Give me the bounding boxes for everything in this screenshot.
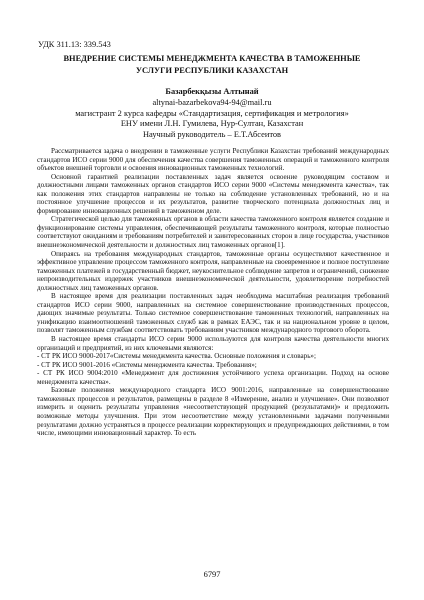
body-paragraph: Базовые положения международного стандарта ИСО 9001:2016, направленные на совершенствование таможенных процессов и результатов, размещены в разделе 8 «Измерение, анализ и улучшение». Они позволяют измерить и оценить результаты управления «несоответствующей продукцией (результатами)» и предложить возможные методы улучшения. При этом несоответствие между установленными задачами полученными результатами должно устраняться в процессе реализации корректирующих и предупреждающих действиями, в том числе, имеющими инновационный характер. То есть <box>37 386 389 438</box>
standard-list-item: - СТ РК ИСО 9000-2017«Системы менеджмента качества. Основные положения и словарь»; <box>37 352 316 361</box>
standard-list-item: - СТ РК ИСО 9004:2010 «Менеджмент для достижения устойчивого успеха организации. Подход на основе менеджмента качества». <box>37 369 389 386</box>
body-paragraph: Стратегической целью для таможенных органов в области качества таможенного контроля является создание и функционирование системы управления, обеспечивающей результаты таможенного контроля, которые полностью соответствуют ожиданиям и требованиям потребителей и заинтересованных сторон в лице государства, участников внешнеэкономической деятельности и должностных лиц таможенных органов[1]. <box>37 215 389 250</box>
author-email: altynai-bazarbekova94-94@mail.ru <box>152 97 272 107</box>
body-paragraph: Опираясь на требования международных стандартов, таможенные органы осуществляют качественное и эффективное управление процессом таможенного контроля, направленные на своевременное и полное поступление таможенных платежей в государственный бюджет, неукоснительное соблюдение запретов и ограничений, снижение непроизводительных издержек участников внешнеэкономической деятельности, удовлетворение потребностей должностных лиц таможенных органов. <box>37 249 389 292</box>
author-name: Базарбекқызы Алтынай <box>165 87 259 96</box>
udc-code: УДК 311.13: 339.543 <box>38 40 111 49</box>
body-paragraph: Рассматривается задача о внедрении в таможенные услуги Республики Казахстан требований международных стандартов ИСО серии 9000 для обеспечения качества совершения таможенных операций и таможенного контроля объектов внешней торговли и освоения инновационных таможенных технологий. <box>37 147 389 173</box>
article-title <box>40 53 384 76</box>
article-body <box>37 147 389 438</box>
author-block <box>40 87 384 141</box>
author-university: ЕНУ имени Л.Н. Гумилева, Нур-Султан, Казахстан <box>120 119 304 129</box>
standard-list-item: - СТ РК ИСО 9001-2016 «Системы менеджмента качества. Требования»; <box>37 360 257 369</box>
body-paragraph: Основной гарантией реализации поставленных задач является освоение руководящим составом и должностными лицами таможенных органов стандартов ИСО серии 9000 «Системы менеджмента качества», так как положения этих стандартов направлены не только на соблюдение установленных требований, но и на постоянное улучшение процессов и их результатов, развитие творческого потенциала должностных лиц и формирование инновационных решений в таможенном деле. <box>37 172 389 215</box>
article-title-line-1: ВНЕДРЕНИЕ СИСТЕМЫ МЕНЕДЖМЕНТА КАЧЕСТВА В ТАМОЖЕННЫЕ <box>63 54 361 63</box>
author-supervisor: Научный руководитель – Е.Т.Абсеитов <box>142 130 282 140</box>
body-paragraph: В настоящее время стандарты ИСО серии 9000 используются для контроля качества деятельности многих организаций и предприятий, из них ключевыми являются: <box>37 335 389 352</box>
page-number: 6797 <box>203 570 221 579</box>
author-position: магистрант 2 курса кафедры «Стандартизация, сертификация и метрология» <box>75 108 349 118</box>
body-paragraph: В настоящее время для реализации поставленных задач необходима масштабная реализация требований стандартов ИСО серии 9000, направленных на системное совершенствование производственных процессов, дающих значимые результаты. Только системное совершенствование таможенных технологий, направленных на унификацию взаимоотношений таможенных служб как в рамках ЕАЭС, так и на национальном уровне в целом, позволят таможенным службам соответствовать требованиям участников международного торгового оборота. <box>37 292 389 335</box>
article-title-line-2: УСЛУГИ РЕСПУБЛИКИ КАЗАХСТАН <box>135 65 289 75</box>
